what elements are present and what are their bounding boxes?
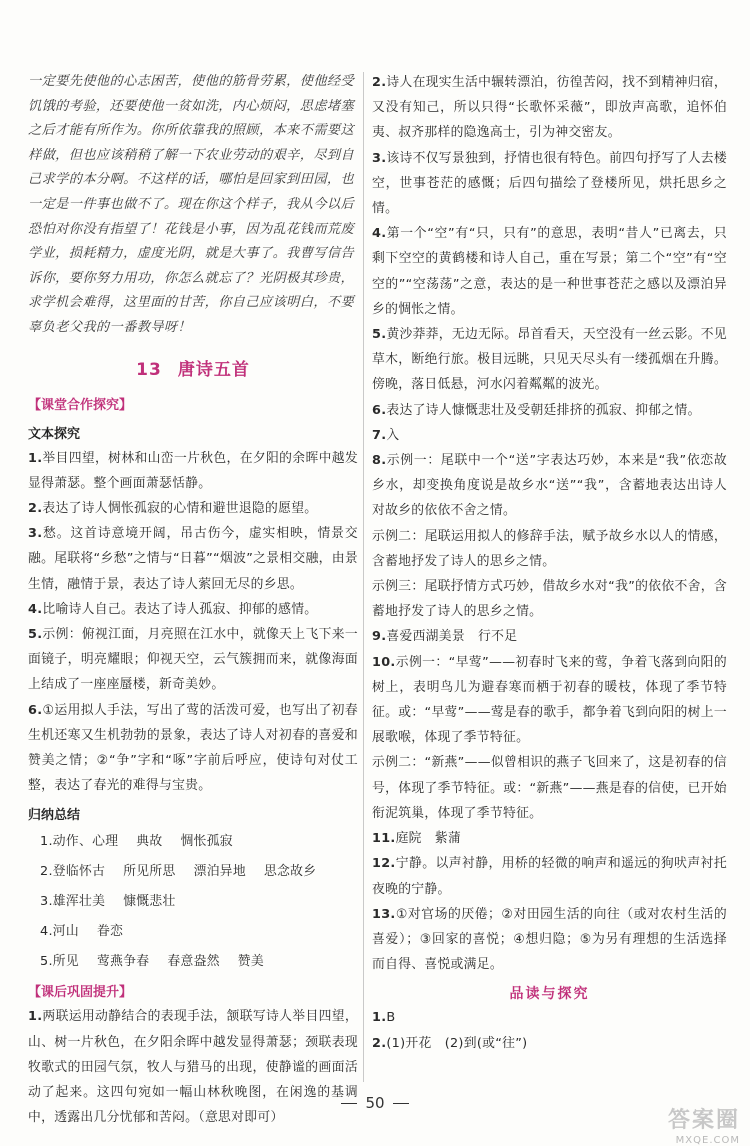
- subheading-text-inquiry: 文本探究: [28, 426, 81, 442]
- answer-item: 1.B: [372, 1010, 396, 1026]
- answer-item: 2.诗人在现实生活中辗转漂泊，彷徨苦闷，找不到精神归宿，又没有知己，所以只得“长歌怀采薇”，即放声高歌，追怀伯夷、叔齐那样的隐逸高士，引为神交密友。: [372, 75, 727, 141]
- right-column: [372, 70, 727, 1056]
- lesson-title: [28, 355, 358, 380]
- answer-item: 1.举目四望，树林和山峦一片秋色，在夕阳的余晖中越发显得萧瑟。整个画面萧瑟恬静。: [28, 450, 358, 491]
- lesson-title-text: 唐诗五首: [177, 359, 250, 380]
- summary-row: 4.河山 眷恋: [40, 924, 124, 940]
- summary-row: 3.雄浑壮美 慷慨悲壮: [40, 894, 176, 910]
- answer-item: 12.宁静。以声衬静，用桥的轻微的响声和遥远的狗吠声衬托夜晚的宁静。: [372, 856, 727, 897]
- answer-item: 10.示例一：“早莺”——初春时飞来的莺，争着飞落到向阳的树上，表明鸟儿为避春寒而栖于初春的暖枝，体现了季节特征。或：“早莺”——莺是春的歌手，都争着飞到向阳的树上一展歌喉，体现了季节特征。: [372, 654, 727, 746]
- summary-list: [28, 827, 358, 977]
- answer-item: 2.(1)开花 (2)到(或“往”): [372, 1035, 528, 1051]
- answer-item: 8.示例一：尾联中一个“送”字表达巧妙，本来是“我”依恋故乡水，却变换角度说是故乡水“送”“我”，含蓄地表达出诗人对故乡的依依不舍之情。: [372, 453, 727, 519]
- section-tag-classroom: 【课堂合作探究】: [28, 397, 133, 413]
- answer-item: 示例二：尾联运用拟人的修辞手法，赋予故乡水以人的情感，含蓄地抒发了诗人的思乡之情。: [372, 528, 727, 569]
- section-heading-reading: 品读与探究: [509, 986, 590, 1003]
- answer-item: 示例三：尾联抒情方式巧妙，借故乡水对“我”的依依不舍，含蓄地抒发了诗人的思乡之情。: [372, 579, 727, 620]
- answer-item: 5.示例：俯视江面，月亮照在江水中，就像天上飞下来一面镜子，明亮耀眼；仰视天空，云气簇拥而来，就像海面上结成了一座座蜃楼，新奇美妙。: [28, 626, 358, 693]
- answer-item: 5.黄沙莽莽，无边无际。昂首看天，天空没有一丝云影。不见草木，断绝行旅。极目远眺，只见天尽头有一缕孤烟在升腾。傍晚，落日低悬，河水闪着粼粼的波光。: [372, 327, 727, 393]
- left-column: [28, 70, 358, 1130]
- subheading-summary: 归纳总结: [28, 808, 81, 824]
- column-divider: [363, 72, 364, 1082]
- summary-row: 2.登临怀古 所见所思 漂泊异地 思念故乡: [40, 864, 317, 880]
- answer-list-right: [372, 70, 727, 977]
- watermark-url: MXQE.COM: [675, 1135, 740, 1146]
- footer-dash: [341, 1103, 357, 1104]
- letter-translation: 一定要先使他的心志困苦，使他的筋骨劳累，使他经受饥饿的考验，还要使他一贫如洗，内心烦闷，思虑堵塞之后才能有所作为。你所依靠我的照顾，本来不需要这样做，但也应该稍稍了解一下农业劳动的艰辛，尽到自己求学的本分啊。不这样的话，哪怕是回家到田园，也一定是一件事也做不了。现在你这个样子，我从今以后恐怕对你没有指望了！花钱是小事，因为乱花钱而荒废学业，损耗精力，虚度光阴，就是大事了。我曹写信告诉你，要你努力用功，你怎么就忘了？光阴极其珍贵，求学机会难得，这里面的甘苦，你自己应该明白，不要辜负老父我的一番教导呀！: [28, 74, 355, 335]
- answer-item: 3.愁。这首诗意境开阔，吊古伤今，虚实相映，情景交融。尾联将“乡愁”之情与“日暮”“烟波”之景相交融，由景生情，融情于景，表达了诗人萦回无尽的乡思。: [28, 526, 358, 592]
- summary-row: 5.所见 莺燕争春 春意盎然 赞美: [40, 954, 264, 970]
- page-number: 50: [365, 1094, 385, 1112]
- answer-item: 7.入: [372, 427, 400, 443]
- answer-list-reading: [372, 1005, 727, 1055]
- summary-row: 1.动作、心理 典故 惆怅孤寂: [40, 834, 233, 850]
- answer-item: 11.庭院 紫蒲: [372, 831, 462, 847]
- answer-item: 6.表达了诗人慷慨悲壮及受朝廷排挤的孤寂、抑郁之情。: [372, 402, 701, 418]
- answer-item: 示例二：“新燕”——似曾相识的燕子飞回来了，这是初春的信号，体现了季节特征。或：“新燕”——燕是春的信使，已开始衔泥筑巢，体现了季节特征。: [372, 755, 727, 821]
- answer-item: 4.比喻诗人自己。表达了诗人孤寂、抑郁的感情。: [28, 601, 318, 617]
- answer-item: 3.该诗不仅写景独到，抒情也很有特色。前四句抒写了人去楼空，世事苍茫的感慨；后四句描绘了登楼所见，烘托思乡之情。: [372, 150, 727, 217]
- answer-item: 13.①对官场的厌倦；②对田园生活的向往（或对农村生活的喜爱）；③回家的喜悦；④想归隐；⑤为另有理想的生活选择而自得、喜悦或满足。: [372, 906, 727, 973]
- section-tag-after-class: 【课后巩固提升】: [28, 985, 133, 1001]
- answer-item: 9.喜爱西湖美景 行不足: [372, 629, 518, 645]
- answer-item: 2.表达了诗人惆怅孤寂的心情和避世退隐的愿望。: [28, 500, 318, 516]
- answer-item: 6.①运用拟人手法，写出了莺的活泼可爱，也写出了初春生机还寒又生机勃勃的景象，表达了诗人对初春的喜爱和赞美之情；②“争”字和“啄”字前后呼应，使诗句对仗工整，表达了春光的难得与宝贵。: [28, 702, 358, 794]
- watermark-logo: 答案圈: [667, 1108, 740, 1133]
- answer-item: 1.两联运用动静结合的表现手法，颔联写诗人举目四望，山、树一片秋色，在夕阳余晖中越发显得萧瑟；颈联表现牧歌式的田园气氛，牧人与猎马的出现，使静谧的画面活动了起来。这四句宛如一幅山林秋晚图，在闲逸的基调中，透露出几分忧郁和苦闷。（意思对即可）: [28, 1009, 358, 1126]
- watermark: [610, 1108, 740, 1146]
- answer-item: 4.第一个“空”有“只，只有”的意思，表明“昔人”已离去，只剩下空空的黄鹤楼和诗人自己，重在写景；第二个“空”有“空空的”“空荡荡”之意，表达的是一种世事苍茫之感以及漂泊异乡的惆怅之情。: [372, 226, 727, 317]
- answer-list-inquiry: [28, 446, 358, 799]
- footer-dash: [393, 1103, 409, 1104]
- lesson-number: 13: [136, 359, 162, 380]
